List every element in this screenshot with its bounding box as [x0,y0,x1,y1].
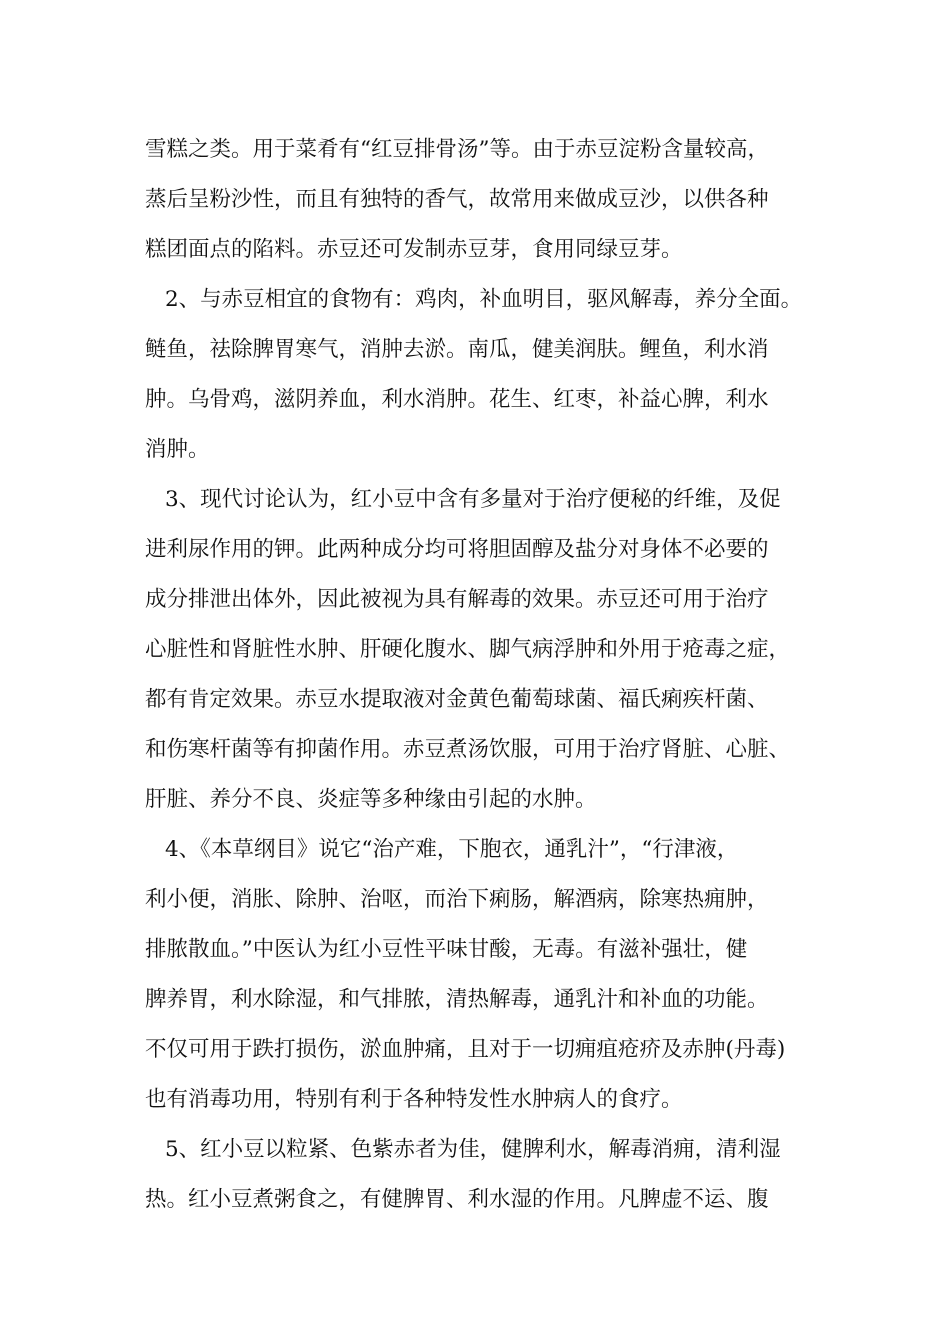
text-line: 肿。乌骨鸡，滋阴养血，利水消肿。花生、红枣，补益心脾，利水 [145,387,769,412]
text-line: 蒸后呈粉沙性，而且有独特的香气，故常用来做成豆沙，以供各种 [145,187,769,212]
text-line: 鲢鱼，祛除脾胃寒气，消肿去淤。南瓜，健美润肤。鲤鱼，利水消 [145,337,769,362]
text-line: 糕团面点的陷料。赤豆还可发制赤豆芽，食用同绿豆芽。 [145,237,683,262]
text-line: 肝脏、养分不良、炎症等多种缘由引起的水肿。 [145,787,597,812]
paragraph-start-line: 2、与赤豆相宜的食物有：鸡肉，补血明目，驱风解毒，养分全面。 [165,287,803,312]
text-line: 成分排泄出体外，因此被视为具有解毒的效果。赤豆还可用于治疗 [145,587,769,612]
text-line: 消肿。 [145,437,210,462]
text-line: 雪糕之类。用于菜肴有“红豆排骨汤”等。由于赤豆淀粉含量较高， [145,137,769,162]
text-line: 脾养胃，利水除湿，和气排脓，清热解毒，通乳汁和补血的功能。 [145,987,769,1012]
text-line: 也有消毒功用，特别有利于各种特发性水肿病人的食疗。 [145,1087,683,1112]
text-line: 不仅可用于跌打损伤，淤血肿痛，且对于一切痈疽疮疥及赤肿(丹毒) [145,1037,786,1062]
paragraph-start-line: 3、现代讨论认为，红小豆中含有多量对于治疗便秘的纤维，及促 [165,487,781,512]
text-line: 利小便，消胀、除肿、治呕，而治下痢肠，解酒病，除寒热痈肿， [145,887,769,912]
text-line: 心脏性和肾脏性水肿、肝硬化腹水、脚气病浮肿和外用于疮毒之症， [145,637,791,662]
text-line: 和伤寒杆菌等有抑菌作用。赤豆煮汤饮服，可用于治疗肾脏、心脏、 [145,737,791,762]
text-line: 排脓散血。”中医认为红小豆性平味甘酸，无毒。有滋补强壮，健 [145,937,748,962]
text-line: 进利尿作用的钾。此两种成分均可将胆固醇及盐分对身体不必要的 [145,537,769,562]
paragraph-start-line: 4、《本草纲目》说它“治产难，下胞衣，通乳汁”，“行津液， [165,837,739,862]
text-line: 热。红小豆煮粥食之，有健脾胃、利水湿的作用。凡脾虚不运、腹 [145,1187,769,1212]
paragraph-start-line: 5、红小豆以粒紧、色紫赤者为佳，健脾利水，解毒消痈，清利湿 [165,1137,781,1162]
text-line: 都有肯定效果。赤豆水提取液对金黄色葡萄球菌、福氏痢疾杆菌、 [145,687,769,712]
